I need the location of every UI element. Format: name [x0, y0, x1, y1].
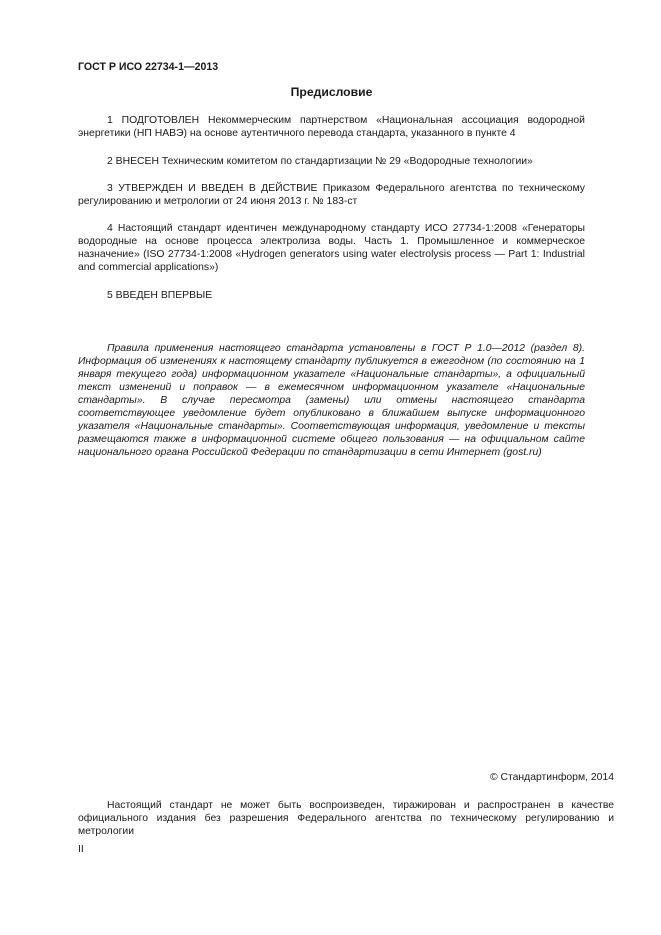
paragraph-identical-standard: 4 Настоящий стандарт идентичен международному стандарту ИСО 27734-1:2008 «Генераторы водородные на основе процесса электролиза воды. Часть 1. Промышленное и коммерческое назначение» (ISO 27734-1:2008 «Hydrogen generators using water electrolysis process — Part 1: Industrial and commercial applications») — [78, 223, 585, 273]
page-title: Предисловие — [290, 85, 373, 99]
paragraph-prepared-by: 1 ПОДГОТОВЛЕН Некоммерческим партнерством «Национальная ассоциация водородной энергетики (НП НАВЭ) на основе аутентичного перевода стандарта, указанного в пункте 4 — [78, 115, 585, 139]
reproduction-restriction-note: Настоящий стандарт не может быть воспроизведен, тиражирован и распространен в качестве официального издания без разрешения Федерального агентства по техническому регулированию и метрологии — [78, 800, 614, 837]
page-number: II — [78, 844, 84, 855]
paragraph-approved: 3 УТВЕРЖДЕН И ВВЕДЕН В ДЕЙСТВИЕ Приказом Федерального агентства по техническому регулированию и метрологии от 24 июня 2013 г. № 183-ст — [78, 183, 585, 207]
document-code-header: ГОСТ Р ИСО 22734-1—2013 — [78, 61, 219, 73]
copyright-notice: © Стандартинформ, 2014 — [489, 772, 614, 783]
paragraph-submitted-by: 2 ВНЕСЕН Техническим комитетом по стандартизации № 29 «Водородные технологии» — [107, 156, 533, 167]
rules-of-application-text: Правила применения настоящего стандарта установлены в ГОСТ Р 1.0—2012 (раздел 8). Информация об изменениях к настоящему стандарту публикуется в ежегодном (по состоянию на 1 января текущего года) информационном указателе «Национальные стандарты», а официальный текст изменений и поправок — в ежемесячном информационном указателе «Национальные стандарты». В случае пересмотра (замены) или отмены настоящего стандарта соответствующее уведомление будет опубликовано в ближайшем выпуске информационного указателя «Национальные стандарты». Соответствующая информация, уведомление и тексты размещаются также в информационной системе общего пользования — на официальном сайте национального органа Российской Федерации по стандартизации в сети Интернет (gost.ru) — [78, 343, 585, 458]
paragraph-introduced-first: 5 ВВЕДЕН ВПЕРВЫЕ — [107, 290, 213, 301]
